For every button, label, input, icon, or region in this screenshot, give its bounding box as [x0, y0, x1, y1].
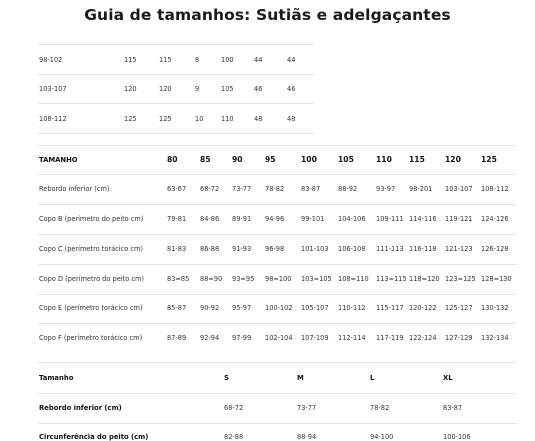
- t1-cell: 125: [159, 115, 172, 123]
- table-cell: 81-83: [167, 245, 187, 253]
- t1-cell: 9: [195, 85, 200, 93]
- column-header-size: 115: [409, 155, 425, 164]
- table-cell: 107-109: [301, 334, 329, 342]
- t1-cell: 44: [287, 56, 296, 64]
- table-cell: 84-86: [200, 215, 220, 223]
- table-cell: 126-128: [481, 245, 509, 253]
- table-cell: 117-119: [376, 334, 404, 342]
- row-label: Rebordo inferior (cm): [39, 185, 110, 193]
- table-cell: 98-201: [409, 185, 433, 193]
- table-cell: 91-93: [232, 245, 252, 253]
- column-header-size: 95: [265, 155, 276, 164]
- table-cell: 63-67: [167, 185, 187, 193]
- table-cell: 130-132: [481, 304, 509, 312]
- table-cell: 88≈90: [200, 275, 223, 283]
- table-cell: 92-94: [200, 334, 220, 342]
- t1-cell: 115: [124, 56, 137, 64]
- t1-cell: 110: [221, 115, 234, 123]
- table-cell: 94-96: [265, 215, 285, 223]
- row-label: Copo B (perímetro do peito cm): [39, 215, 144, 223]
- table-cell: 120-122: [409, 304, 437, 312]
- table-cell: 100-106: [443, 433, 471, 441]
- table-cell: 83-87: [443, 404, 463, 412]
- table-cell: 90-92: [200, 304, 220, 312]
- page-title: Guia de tamanhos: Sutiãs e adelgaçantes: [84, 6, 451, 24]
- column-header-size: 100: [301, 155, 317, 164]
- row-divider: [38, 145, 516, 146]
- table-cell: 89-91: [232, 215, 252, 223]
- table-cell: 128≈130: [481, 275, 512, 283]
- row-divider: [38, 234, 516, 235]
- table-cell: 110-112: [338, 304, 366, 312]
- t1-cell: 46: [287, 85, 296, 93]
- row-divider: [38, 174, 516, 175]
- row-divider: [38, 323, 516, 324]
- column-header-size: S: [224, 374, 229, 382]
- column-header-size: 105: [338, 155, 354, 164]
- table-cell: 116-118: [409, 245, 437, 253]
- t1-cell: 44: [254, 56, 263, 64]
- t1-cell: 10: [195, 115, 204, 123]
- table-cell: 127-129: [445, 334, 473, 342]
- column-header-label: TAMANHO: [39, 156, 78, 164]
- table-cell: 95-97: [232, 304, 252, 312]
- table-cell: 78-82: [265, 185, 285, 193]
- row-divider: [38, 74, 314, 75]
- table-cell: 82-88: [224, 433, 244, 441]
- table-cell: 85-87: [167, 304, 187, 312]
- row-divider: [38, 393, 516, 394]
- t1-cell: 108-112: [39, 115, 67, 123]
- t1-cell: 8: [195, 56, 200, 64]
- column-header-size: 125: [481, 155, 497, 164]
- table-cell: 125-127: [445, 304, 473, 312]
- column-header-size: 80: [167, 155, 178, 164]
- table-cell: 93≈95: [232, 275, 255, 283]
- column-header-size: L: [370, 374, 375, 382]
- table-cell: 108-112: [481, 185, 509, 193]
- table-cell: 103-107: [445, 185, 473, 193]
- table-cell: 68-72: [200, 185, 220, 193]
- row-divider: [38, 133, 314, 134]
- column-header-size: 120: [445, 155, 461, 164]
- table-cell: 103≈105: [301, 275, 332, 283]
- row-divider: [38, 264, 516, 265]
- table-cell: 121-123: [445, 245, 473, 253]
- table-cell: 132-134: [481, 334, 509, 342]
- table-cell: 73-77: [232, 185, 252, 193]
- table-cell: 106-108: [338, 245, 366, 253]
- table-cell: 109-111: [376, 215, 404, 223]
- t1-cell: 125: [124, 115, 137, 123]
- t1-cell: 103-107: [39, 85, 67, 93]
- row-label: Copo F (perímetro torácico cm): [39, 334, 143, 342]
- t1-cell: 48: [254, 115, 263, 123]
- row-label: Copo C (perímetro torácico cm): [39, 245, 143, 253]
- t1-cell: 120: [124, 85, 137, 93]
- table-cell: 78-82: [370, 404, 390, 412]
- table-cell: 100-102: [265, 304, 293, 312]
- table-cell: 111-113: [376, 245, 404, 253]
- table-cell: 96-98: [265, 245, 285, 253]
- table-cell: 112-114: [338, 334, 366, 342]
- column-header-size: 90: [232, 155, 243, 164]
- row-divider: [38, 44, 314, 45]
- column-header-size: 85: [200, 155, 211, 164]
- table-cell: 104-106: [338, 215, 366, 223]
- table-cell: 94-100: [370, 433, 394, 441]
- table-cell: 119-121: [445, 215, 473, 223]
- column-header-size: XL: [443, 374, 453, 382]
- t1-cell: 115: [159, 56, 172, 64]
- row-divider: [38, 362, 516, 363]
- row-divider: [38, 294, 516, 295]
- table-cell: 99-101: [301, 215, 325, 223]
- table-cell: 124-126: [481, 215, 509, 223]
- row-divider: [38, 204, 516, 205]
- t1-cell: 105: [221, 85, 234, 93]
- t1-cell: 46: [254, 85, 263, 93]
- t1-cell: 48: [287, 115, 296, 123]
- table-cell: 79-81: [167, 215, 187, 223]
- t1-cell: 120: [159, 85, 172, 93]
- row-label: Copo E (perímetro torácico cm): [39, 304, 143, 312]
- table-cell: 98≈100: [265, 275, 292, 283]
- column-header-size: 110: [376, 155, 392, 164]
- table-cell: 88-94: [297, 433, 317, 441]
- row-divider: [38, 423, 516, 424]
- table-cell: 97-99: [232, 334, 252, 342]
- column-header-size: M: [297, 374, 304, 382]
- table-cell: 83-87: [301, 185, 321, 193]
- t1-cell: 98-102: [39, 56, 63, 64]
- row-label: Rebordo inferior (cm): [39, 404, 122, 412]
- table-cell: 88-92: [338, 185, 358, 193]
- row-divider: [38, 103, 314, 104]
- row-label: Circunferência do peito (cm): [39, 433, 149, 441]
- table-cell: 113≈115: [376, 275, 407, 283]
- table-cell: 101-103: [301, 245, 329, 253]
- table-cell: 114-116: [409, 215, 437, 223]
- table-cell: 122-124: [409, 334, 437, 342]
- table-cell: 68-72: [224, 404, 244, 412]
- t1-cell: 100: [221, 56, 234, 64]
- table-cell: 123≈125: [445, 275, 476, 283]
- table-cell: 86-88: [200, 245, 220, 253]
- column-header-label: Tamanho: [39, 374, 74, 382]
- table-cell: 93-97: [376, 185, 396, 193]
- row-label: Copo D (perímetro do peito cm): [39, 275, 144, 283]
- table-cell: 118≈120: [409, 275, 440, 283]
- table-cell: 87-89: [167, 334, 187, 342]
- table-cell: 83≈85: [167, 275, 190, 283]
- table-cell: 115-117: [376, 304, 404, 312]
- table-cell: 108≈110: [338, 275, 369, 283]
- table-cell: 73-77: [297, 404, 317, 412]
- table-cell: 105-107: [301, 304, 329, 312]
- table-cell: 102-104: [265, 334, 293, 342]
